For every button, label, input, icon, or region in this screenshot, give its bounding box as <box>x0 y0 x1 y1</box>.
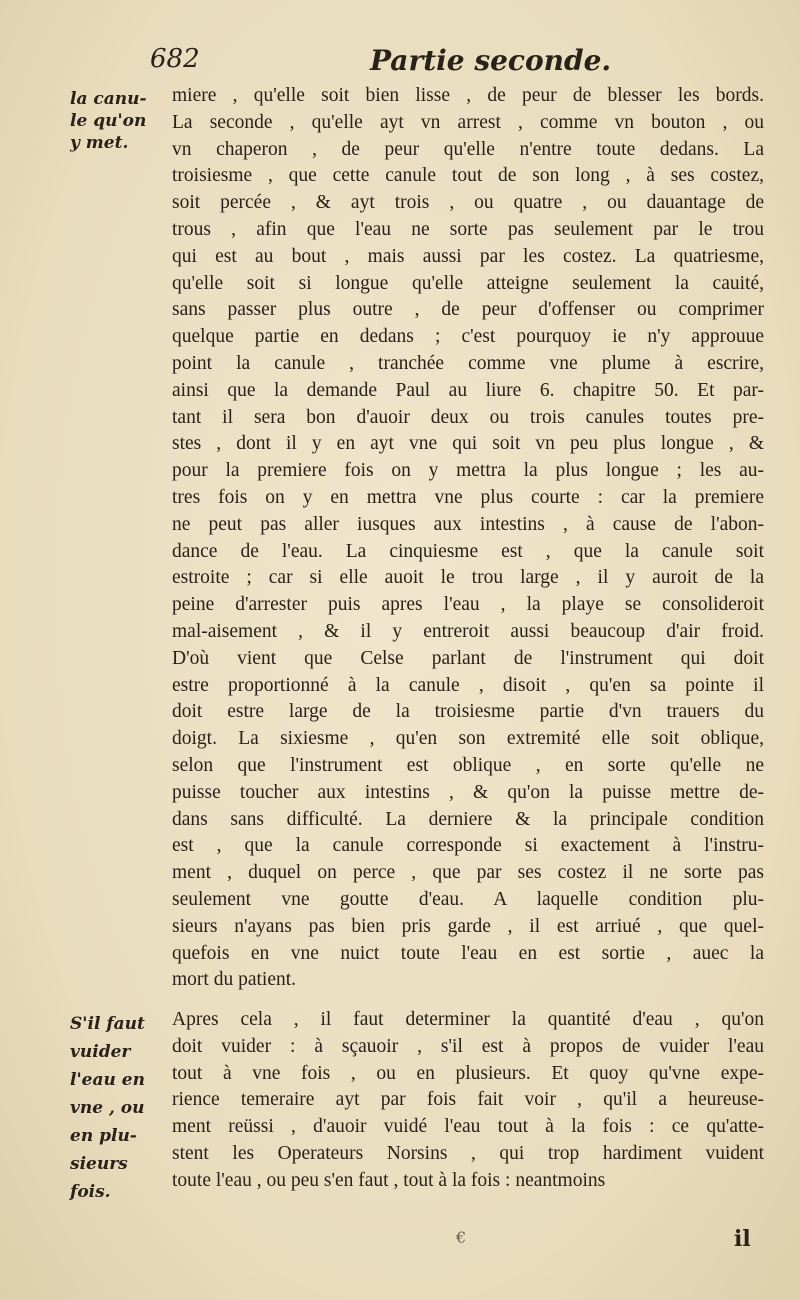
text-line: ne peut pas aller iusques aux intestins , à cause de l'abon- <box>172 513 764 535</box>
text-line: est , que la canule corresponde si exactement à l'instru- <box>172 835 764 857</box>
text-line: point la canule , tranchée comme vne plume à escrire, <box>172 352 764 374</box>
margin-note-canula <box>70 88 175 154</box>
text-line: estroite ; car si elle auoit le trou large , il y auroit de la <box>172 567 764 589</box>
text-line: quefois en vne nuict toute l'eau en est sortie , auec la <box>172 942 764 964</box>
text-line: ment reüssi , d'auoir vuidé l'eau tout à la fois : ce qu'atte- <box>172 1116 764 1138</box>
margin-note-line: vuider <box>70 1042 131 1062</box>
text-line: trous , afin que l'eau ne sorte pas seulement par le trou <box>172 218 764 240</box>
text-line: tout à vne fois , ou en plusieurs. Et quoy qu'vne expe- <box>172 1062 764 1084</box>
text-line: doigt. La sixiesme , qu'en son extremité elle soit oblique, <box>172 728 764 750</box>
page-number: 682 <box>150 44 200 74</box>
text-line: dans sans difficulté. La derniere & la principale condition <box>172 808 764 830</box>
text-line: toute l'eau , ou peu s'en faut , tout à la fois : neantmoins <box>172 1169 606 1191</box>
text-line: La seconde , qu'elle ayt vn arrest , comme vn bouton , ou <box>172 111 764 133</box>
margin-note-line: y met. <box>70 133 129 153</box>
text-line: quelque partie en dedans ; c'est pourquoy ie n'y approuue <box>172 326 764 348</box>
text-line: D'où vient que Celse parlant de l'instrument qui doit <box>172 647 764 669</box>
text-line: ment , duquel on perce , que par ses costez il ne sorte pas <box>172 862 764 884</box>
paragraph-gap <box>172 994 764 1007</box>
text-line: mal-aisement , & il y entreroit aussi beaucoup d'air froid. <box>172 620 764 642</box>
margin-note-line: S'il faut <box>70 1014 145 1034</box>
catchword: il <box>734 1226 751 1252</box>
text-line: seulement vne goutte d'eau. A laquelle condition plu- <box>172 888 764 910</box>
margin-note-line: la canu- <box>70 89 147 109</box>
margin-note-line: fois. <box>70 1182 111 1202</box>
text-line: doit vuider : à sçauoir , s'il est à propos de vuider l'eau <box>172 1035 764 1057</box>
text-line: qui est au bout , mais aussi par les costez. La quatriesme, <box>172 245 764 267</box>
text-line: sans passer plus outre , de peur d'offenser ou comprimer <box>172 299 764 321</box>
margin-note-line: sieurs <box>70 1154 128 1174</box>
page-header <box>150 44 770 84</box>
text-line: tres fois on y en mettra vne plus courte : car la premiere <box>172 486 764 508</box>
body-text <box>172 83 764 1195</box>
text-line: estre proportionné à la canule , disoit , qu'en sa pointe il <box>172 674 764 696</box>
text-line: pour la premiere fois on y mettra la plus longue ; les au- <box>172 460 764 482</box>
text-line: tant il sera bon d'auoir deux ou trois canules toutes pre- <box>172 406 764 428</box>
text-line: mort du patient. <box>172 969 297 991</box>
text-line: miere , qu'elle soit bien lisse , de peur de blesser les bords. <box>172 85 764 106</box>
text-line: rience temeraire ayt par fois fait voir , qu'il a heureuse- <box>172 1089 764 1111</box>
running-title: Partie seconde. <box>370 44 612 77</box>
text-line: selon que l'instrument est oblique , en sorte qu'elle ne <box>172 754 764 776</box>
text-line: sieurs n'ayans pas bien pris garde , il est arriué , que quel- <box>172 915 764 937</box>
margin-note-line: en plu- <box>70 1126 137 1146</box>
margin-note-line: l'eau en <box>70 1070 145 1090</box>
text-line: troisiesme , que cette canule tout de son long , à ses costez, <box>172 165 764 187</box>
text-line: stent les Operateurs Norsins , qui trop hardiment vuident <box>172 1143 764 1165</box>
text-line: peine d'arrester puis apres l'eau , la playe se consolideroit <box>172 594 764 616</box>
text-line: ainsi que la demande Paul au liure 6. chapitre 50. Et par- <box>172 379 764 401</box>
text-line: puisse toucher aux intestins , & qu'on la puisse mettre de- <box>172 781 764 803</box>
text-line: dance de l'eau. La cinquiesme est , que la canule soit <box>172 540 764 562</box>
text-line: qu'elle soit si longue qu'elle atteigne seulement la cauité, <box>172 272 764 294</box>
signature-mark: € <box>456 1228 467 1247</box>
text-line: soit percée , & ayt trois , ou quatre , ou dauantage de <box>172 192 764 214</box>
text-line: doit estre large de la troisiesme partie d'vn trauers du <box>172 701 764 723</box>
margin-note-line: le qu'on <box>70 111 147 131</box>
text-line: vn chaperon , de peur qu'elle n'entre toute dedans. La <box>172 138 764 160</box>
text-line: stes , dont il y en ayt vne qui soit vn peu plus longue , & <box>172 433 764 455</box>
text-line: Apres cela , il faut determiner la quantité d'eau , qu'on <box>172 1009 764 1031</box>
margin-note-line: vne , ou <box>70 1098 145 1118</box>
margin-note-vuider <box>70 1010 175 1206</box>
